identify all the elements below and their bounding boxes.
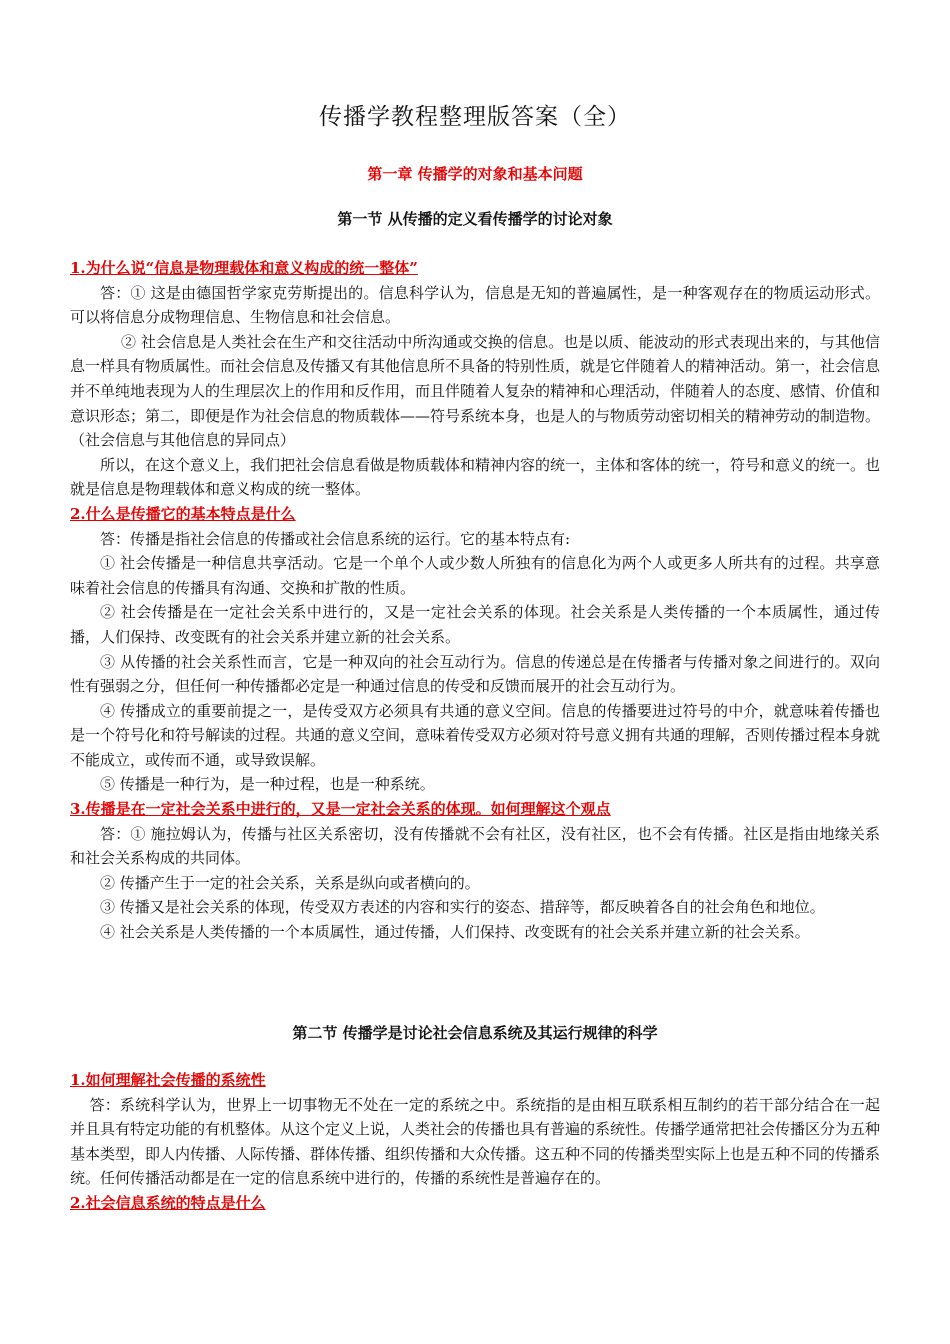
question-1-3: 3.传播是在一定社会关系中进行的，又是一定社会关系的体现。如何理解这个观点 bbox=[70, 800, 611, 819]
section-2-heading: 第二节 传播学是讨论社会信息系统及其运行规律的科学 bbox=[292, 1024, 658, 1042]
document-title: 传播学教程整理版答案（全） bbox=[319, 104, 631, 130]
answer-1-1-part-2: ② 社会信息是人类社会在生产和交往活动中所沟通或交换的信息。也是以质、能波动的形式表现出来的，与其他信息一样具有物质属性。而社会信息及传播又有其他信息所不具备的特别性质，就是它伴随着人的精神活动。第一，社会信息并不单纯地表现为人的生理层次上的作用和反作用，而且伴随着人复杂的精神和心理活动，伴随着人的态度、感情、价值和意识形态；第二，即便是作为社会信息的物质载体——符号系统本身，也是人的与物质劳动密切相关的精神劳动的制造物。（社会信息与其他信息的异同点） bbox=[70, 332, 881, 450]
answer-1-2-intro: 答：传播是指社会信息的传播或社会信息系统的运行。它的基本特点有: bbox=[100, 529, 571, 548]
answer-1-2-point-4: ④ 传播成立的重要前提之一，是传受双方必须具有共通的意义空间。信息的传播要进过符号的中介，就意味着传播也是一个符号化和符号解读的过程。共通的意义空间，意味着传受双方必须对符号意义拥有共通的理解，否则传播过程本身就不能成立，或传而不通，或导致误解。 bbox=[70, 701, 881, 769]
answer-1-1-part-1: 答：① 这是由德国哲学家克劳斯提出的。信息科学认为，信息是无知的普遍属性，是一种客观存在的物质运动形式。可以将信息分成物理信息、生物信息和社会信息。 bbox=[70, 283, 880, 327]
answer-1-3-point-1: 答：① 施拉姆认为，传播与社区关系密切，没有传播就不会有社区，没有社区，也不会有传播。社区是指由地缘关系和社会关系构成的共同体。 bbox=[70, 824, 880, 868]
answer-1-3-point-4: ④ 社会关系是人类传播的一个本质属性，通过传播，人们保持、改变既有的社会关系并建立新的社会关系。 bbox=[100, 923, 810, 942]
answer-1-2-point-3: ③ 从传播的社会关系性而言，它是一种双向的社会互动行为。信息的传递总是在传播者与传播对象之间进行的。双向性有强弱之分，但任何一种传播都必定是一种通过信息的传受和反馈而展开的社会互动行为。 bbox=[70, 652, 880, 696]
answer-1-2-point-2: ② 社会传播是在一定社会关系中进行的，又是一定社会关系的体现。社会关系是人类传播的一个本质属性，通过传播，人们保持、改变既有的社会关系并建立新的社会关系。 bbox=[70, 603, 880, 646]
answer-1-1-part-3: 所以，在这个意义上，我们把社会信息看做是物质载体和精神内容的统一，主体和客体的统一，符号和意义的统一。也就是信息是物理载体和意义构成的统一整体。 bbox=[70, 455, 881, 499]
section-1-body bbox=[70, 256, 880, 945]
question-1-1: 1.为什么说“信息是物理载体和意义构成的统一整体” bbox=[70, 259, 418, 277]
answer-1-3-point-3: ③ 传播又是社会关系的体现，传受双方表述的内容和实行的姿态、措辞等，都反映着各自的社会角色和地位。 bbox=[100, 898, 825, 917]
answer-1-2-point-1: ① 社会传播是一种信息共享活动。它是一个单个人或少数人所独有的信息化为两个人或更多人所共有的过程。共享意味着社会信息的传播具有沟通、交换和扩散的性质。 bbox=[70, 554, 880, 597]
answer-1-3-point-2: ② 传播产生于一定的社会关系，关系是纵向或者横向的。 bbox=[100, 873, 480, 892]
chapter-heading: 第一章 传播学的对象和基本问题 bbox=[367, 165, 583, 183]
question-2-1: 1.如何理解社会传播的系统性 bbox=[70, 1071, 266, 1089]
question-1-2: 2.什么是传播它的基本特点是什么 bbox=[70, 504, 296, 523]
section-2-body bbox=[70, 1068, 880, 1216]
question-2-2: 2.社会信息系统的特点是什么 bbox=[70, 1193, 266, 1212]
answer-2-1: 答：系统科学认为，世界上一切事物无不处在一定的系统之中。系统指的是由相互联系相互制约的若干部分结合在一起并且具有特定功能的有机整体。从这个定义上说，人类社会的传播也具有普遍的系统性。传播学通常把社会传播区分为五种基本类型，即人内传播、人际传播、群体传播、组织传播和大众传播。这五种不同的传播类型实际上也是五种不同的传播系统。任何传播活动都是在一定的信息系统中进行的，传播的系统性是普遍存在的。 bbox=[70, 1095, 881, 1188]
section-1-heading: 第一节 从传播的定义看传播学的讨论对象 bbox=[337, 210, 613, 228]
answer-1-2-point-5: ⑤ 传播是一种行为，是一种过程，也是一种系统。 bbox=[100, 775, 435, 794]
